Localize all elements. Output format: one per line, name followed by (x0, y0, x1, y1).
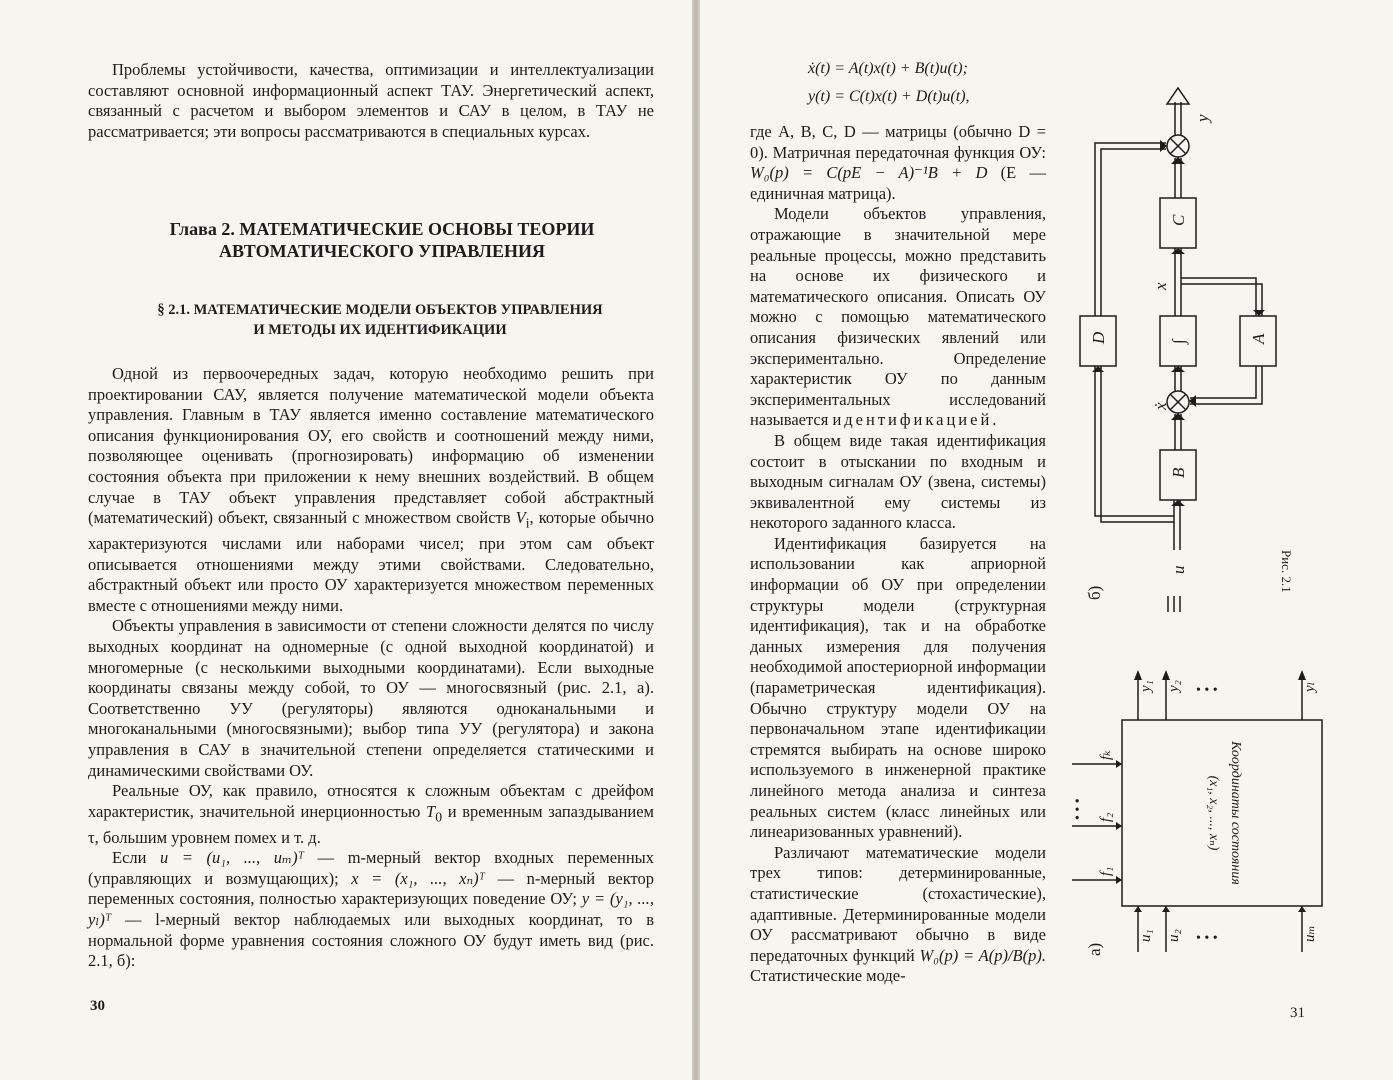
block-c-label: C (1169, 214, 1188, 226)
outputs-dots: • • • (1196, 683, 1218, 698)
chapter-title (112, 218, 652, 262)
signal-x-label: x (1151, 282, 1170, 290)
left-page (0, 0, 692, 1080)
block-a-label: A (1249, 333, 1268, 344)
state-equation-2: y(t) = C(t)x(t) + D(t)u(t), (808, 88, 970, 105)
right-text-2: Модели объектов управления, отражающие в значительной мере реальные процессы, можно представить на основе их физического и математического описания. Описать ОУ можно с помощью математического описания физических явлений или экспериментально. Определение характеристик ОУ по данным экспериментальных исследований называется идентификацией. (750, 204, 1046, 430)
right-column-text (750, 122, 1046, 987)
input-um: uₘ (1302, 925, 1318, 942)
block-d-label: D (1089, 331, 1108, 344)
right-text-3: В общем виде такая идентификация состоит в отыскании по входным и выходным сигналам ОУ (звена, системы) эквивалентной ему системы из некоторого заданного класса. (750, 430, 1046, 533)
paragraph-1: Одной из первоочередных задач, которую необходимо решить при проектировании САУ, является получение математической модели объекта управления. Главным в ТАУ является именно составление математического описания функционирования ОУ, его свойств и соотношений между ними, позволяющее оценивать (прогнозировать) информацию об изменении состояния объекта при приложении к нему внешних воздействий. В общем случае в ТАУ объект управления представляет собой абстрактный (математический) объект, связанный с множеством свойств $V_i$, которые обычно характеризуются числами или наборами чисел; при этом сам объект описывается отношениями между этими свойствами. Следовательно, абстрактный объект или просто ОУ характеризуется множеством переменных вместе с отношениями между ними. (88, 364, 655, 615)
section-title (120, 300, 640, 340)
right-text-1: где A, B, C, D — матрицы (обычно D = 0). Матричная передаточная функция ОУ: W₀(p) = C(pE − A)⁻¹B + D (E — единичная матрица). (750, 122, 1046, 203)
section-title-line1: § 2.1. МАТЕМАТИЧЕСКИЕ МОДЕЛИ ОБЪЕКТОВ УПРАВЛЕНИЯ (157, 302, 603, 318)
paragraph-4: Если u = (u₁, ..., uₘ)ᵀ — m-мерный вектор входных переменных (управляющих и возмущающих); x = (x₁, ..., xₙ)ᵀ — n-мерный вектор переменных состояния, полностью характеризующих поведение ОУ; y = (y₁, ..., yₗ)ᵀ — l-мерный вектор наблюдаемых или выходных координат, то в нормальной форме уравнения состояния сложного ОУ будут иметь вид (рис. 2.1, б): (88, 848, 655, 971)
disturbances-dots: • • • (1071, 798, 1086, 820)
label-b: б) (1085, 585, 1104, 600)
section-title-line2: И МЕТОДЫ ИХ ИДЕНТИФИКАЦИИ (253, 322, 507, 338)
main-text (88, 364, 654, 972)
output-yl: yₗ (1302, 681, 1318, 692)
output-y1: y₁ (1138, 680, 1154, 692)
block-integrator-label: ∫ (1169, 339, 1188, 344)
signal-u-label: u (1169, 565, 1188, 574)
disturbance-f2: f₂ (1098, 812, 1114, 822)
object-box (1122, 720, 1322, 906)
box-title: Координаты состояния (1228, 741, 1243, 885)
state-equation-1: ẋ(t) = A(t)x(t) + B(t)u(t); (808, 60, 968, 77)
label-a: а) (1085, 942, 1104, 956)
chapter-title-line2: АВТОМАТИЧЕСКОГО УПРАВЛЕНИЯ (219, 241, 545, 261)
block-b-label: B (1169, 467, 1188, 478)
figure-caption: Рис. 2.1 (1279, 550, 1294, 593)
intro-paragraph: Проблемы устойчивости, качества, оптимизации и интеллектуализации составляют основной информационный аспект ТАУ. Энергетический аспект, связанный с расчетом и выбором элементов и САУ в целом, в ТАУ не рассматривается; эти вопросы рассматриваются в специальных курсах. (88, 60, 654, 141)
arrow-into-b (1171, 500, 1185, 506)
box-vector: (x₁, x₂, ..., xₙ) (1206, 775, 1221, 851)
disturbance-f1: f₁ (1098, 866, 1114, 876)
paragraph-2: Объекты управления в зависимости от степени сложности делятся по числу выходных координат на одномерные (с одной выходной координатой) и многомерные (с несколькими выходными координатами). Если выходные координаты связаны между собой, то ОУ — многосвязный (рис. 2.1, а). Соответственно УУ (регуляторы) являются одноканальными и многоканальными (многосвязными); выбор типа УУ (регулятора) и закона управления в САУ в значительной степени определяется статическими и динамическими свойствами ОУ. (88, 616, 654, 780)
book-gutter (692, 0, 700, 1080)
input-u2: u₂ (1166, 929, 1182, 942)
chapter-title-line1: Глава 2. МАТЕМАТИЧЕСКИЕ ОСНОВЫ ТЕОРИИ (169, 219, 595, 239)
right-text-5: Различают математические модели трех типов: детерминированные, статистические (стохастические), адаптивные. Детерминированные модели ОУ рассматривают обычно в виде передаточных функций W₀(p) = A(p)/B(p). Статистические моде- (750, 842, 1047, 986)
y-output-arrow (1167, 88, 1189, 104)
page-number-left: 30 (90, 998, 105, 1014)
page-number-right: 31 (1290, 1005, 1305, 1021)
input-u1: u₁ (1138, 929, 1154, 942)
signal-y-label: y (1193, 114, 1212, 122)
right-text-4: Идентификация базируется на использовании как априорной информации об ОУ при определении структуры модели (структурная идентификация), так и на обработке данных измерения для получения необходимой апостериорной информации (параметрическая идентификация). Обычно структуру модели ОУ на первоначальном этапе идентификации стремятся выбирать на основе широко используемого в инженерной практике линейного метода анализа и синтеза реальных систем (класс линейных или линеаризованных уравнений). (750, 533, 1046, 842)
disturbance-fk: fₖ (1098, 750, 1114, 760)
output-y2: y₂ (1166, 680, 1182, 692)
paragraph-3: Реальные ОУ, как правило, относятся к сложным объектам с дрейфом характеристик, значительной инерционностью $T_0$ и временным запаздыванием τ, большим уровнем помех и т. д. (88, 781, 654, 847)
signal-xdot-label: ẋ (1151, 402, 1170, 410)
figure-2-1 (1060, 80, 1370, 980)
inputs-dots: • • • (1196, 931, 1218, 946)
right-page (700, 0, 1393, 1080)
